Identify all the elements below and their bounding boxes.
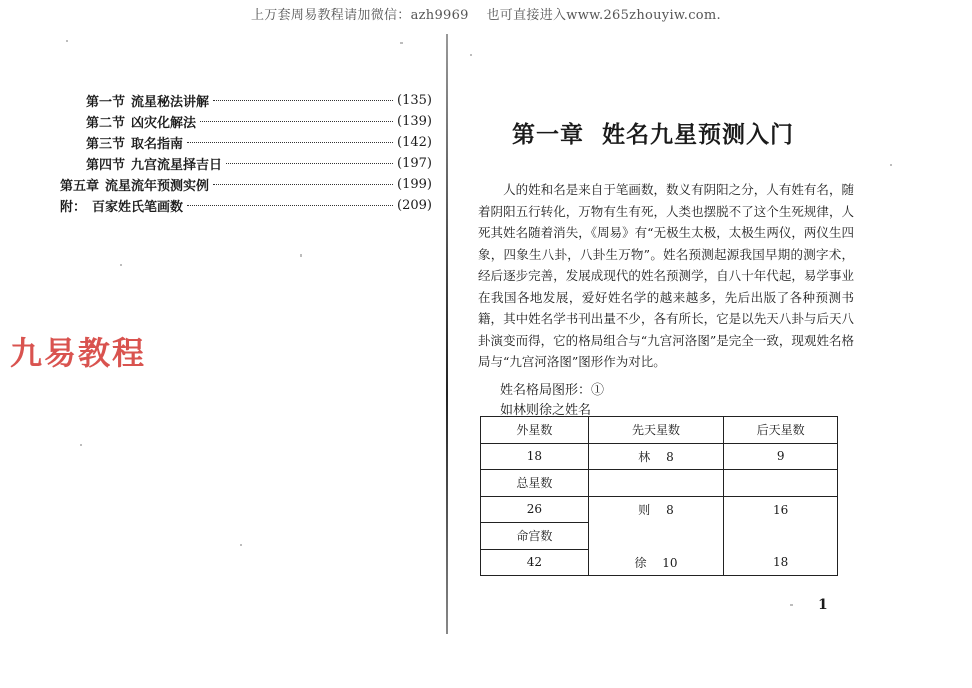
toc-entry-number: 附： (60, 200, 87, 215)
toc-entry-page: (209) (397, 198, 432, 213)
table-of-contents (60, 90, 432, 216)
toc-entry-number: 第二节 (86, 116, 126, 131)
table-header-cell: 后天星数 (724, 417, 838, 444)
toc-entry-number: 第三节 (86, 137, 126, 152)
toc-entry-title: 流星流年预测实例 (105, 179, 210, 194)
toc-dot-leader (226, 163, 393, 164)
table-cell: 总星数 (481, 470, 589, 497)
table-cell: 42 (481, 549, 589, 576)
table-cell: 26 (481, 496, 589, 523)
table-cell: 9 (724, 443, 838, 470)
top-banner: 上万套周易教程请加微信：azh9969 也可直接进入www.265zhouyiw.com. (251, 8, 721, 23)
scan-speck (300, 254, 302, 257)
chapter-heading (512, 116, 794, 149)
watermark-text: 九易教程 (10, 334, 147, 372)
toc-entry-number: 第五章 (60, 179, 100, 194)
chapter-number: 第一章 (512, 121, 584, 148)
table-cell: 18 (481, 443, 589, 470)
scan-speck (400, 42, 403, 44)
table-row (481, 523, 838, 550)
table-cell (588, 470, 724, 497)
toc-entry-title: 流星秘法讲解 (131, 95, 210, 110)
book-spread (0, 24, 972, 688)
table-header-cell: 先天星数 (588, 417, 724, 444)
toc-entry-page: (139) (397, 114, 432, 129)
toc-entry-title: 九宫流星择吉日 (131, 158, 223, 173)
table-cell (724, 523, 838, 550)
toc-dot-leader (213, 184, 393, 185)
toc-entry (60, 90, 432, 111)
name-pattern-table (480, 416, 838, 576)
toc-entry-number: 第一节 (86, 95, 126, 110)
scan-speck (470, 54, 472, 56)
toc-entry (60, 132, 432, 153)
book-spine (446, 34, 448, 634)
toc-entry-page: (197) (397, 156, 432, 171)
toc-entry-number: 第四节 (86, 158, 126, 173)
scan-speck (240, 544, 242, 546)
scan-speck (890, 164, 892, 166)
toc-dot-leader (200, 121, 393, 122)
toc-entry (60, 195, 432, 216)
toc-entry-page: (199) (397, 177, 432, 192)
toc-dot-leader (187, 205, 393, 206)
scan-speck (120, 264, 122, 266)
scan-speck (80, 444, 82, 446)
toc-dot-leader (213, 100, 393, 101)
table-row (481, 496, 838, 523)
toc-entry-title: 取名指南 (131, 137, 184, 152)
toc-entry-page: (135) (397, 93, 432, 108)
scan-speck (66, 40, 68, 42)
page-number: 1 (818, 597, 828, 613)
table-cell: 命宫数 (481, 523, 589, 550)
table-cell: 16 (724, 496, 838, 523)
table-header-cell: 外星数 (481, 417, 589, 444)
table-header-row (481, 417, 838, 444)
toc-entry (60, 153, 432, 174)
toc-entry (60, 111, 432, 132)
diagram-label: 姓名格局图形：① (500, 383, 605, 398)
toc-entry-title: 凶灾化解法 (131, 116, 197, 131)
scan-speck (790, 604, 793, 606)
table-cell (588, 523, 724, 550)
toc-dot-leader (187, 142, 393, 143)
table-row (481, 549, 838, 576)
body-paragraph: 人的姓和名是来自于笔画数，数义有阴阳之分，人有姓有名，随着阴阳五行转化，万物有生有死，人类也摆脱不了这个生死规律，人死其姓名随着消失，《周易》有“无极生太极，太极生两仪，两仪生四象，四象生八卦，八卦生万物”。姓名预测起源我国早期的测字术，经后逐步完善，发展成现代的姓名预测学，自八十年代起，易学事业在我国各地发展，爱好姓名学的越来越多，先后出版了各种预测书籍，其中姓名学书刊出量不少，各有所长，它是以先天八卦与后天八卦演变而得，它的格局组合与“九宫河洛图”是完全一致，现观姓名格局与“九宫河洛图”图形作为对比。 (478, 182, 854, 369)
chapter-title: 姓名九星预测入门 (602, 121, 794, 148)
table-cell: 林 8 (588, 443, 724, 470)
table-cell: 则 8 (588, 496, 724, 523)
toc-entry-title: 百家姓氏笔画数 (92, 200, 184, 215)
table-cell: 徐 10 (588, 549, 724, 576)
table-row (481, 470, 838, 497)
example-label: 如林则徐之姓名 (500, 403, 592, 418)
table-cell: 18 (724, 549, 838, 576)
table-row (481, 443, 838, 470)
toc-entry (60, 174, 432, 195)
table-cell (724, 470, 838, 497)
toc-entry-page: (142) (397, 135, 432, 150)
